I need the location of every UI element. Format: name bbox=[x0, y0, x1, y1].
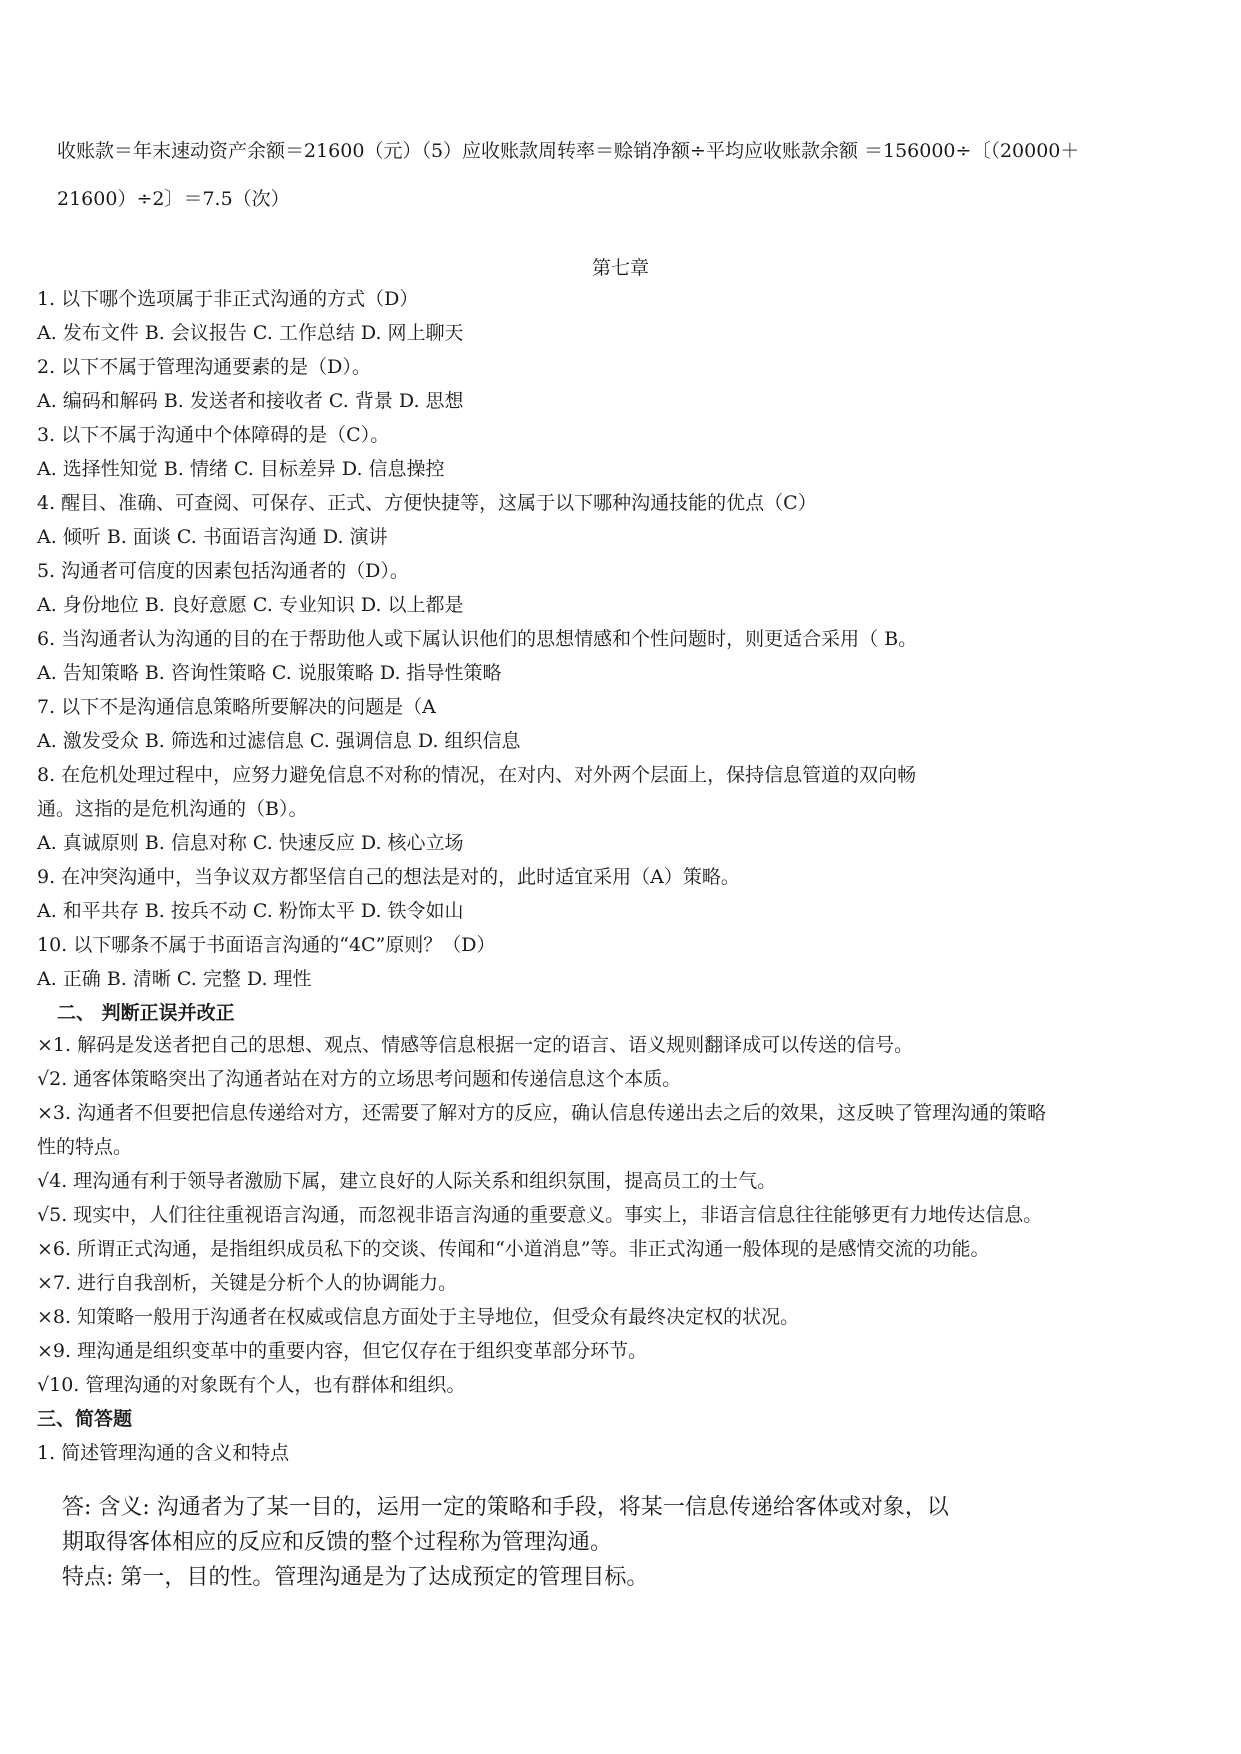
tf-line: √10. 管理沟通的对象既有个人，也有群体和组织。 bbox=[37, 1374, 466, 1396]
mc-line: 5. 沟通者可信度的因素包括沟通者的（D）。 bbox=[37, 560, 409, 582]
mc-line: 4. 醒目、准确、可查阅、可保存、正式、方便快捷等，这属于以下哪种沟通技能的优点（C） bbox=[37, 492, 817, 514]
mc-line: A. 真诚原则 B. 信息对称 C. 快速反应 D. 核心立场 bbox=[37, 832, 464, 854]
tf-line: ×8. 知策略一般用于沟通者在权威或信息方面处于主导地位，但受众有最终决定权的状况。 bbox=[37, 1306, 800, 1328]
section-heading-true-false: 二、 判断正误并改正 bbox=[57, 1002, 235, 1024]
answer-line: 答: 含义: 沟通者为了某一目的，运用一定的策略和手段，将某一信息传递给客体或对象，以 bbox=[62, 1495, 949, 1520]
mc-line: 9. 在冲突沟通中，当争议双方都坚信自己的想法是对的，此时适宜采用（A）策略。 bbox=[37, 866, 740, 888]
mc-line: A. 选择性知觉 B. 情绪 C. 目标差异 D. 信息操控 bbox=[37, 458, 445, 480]
mc-line: 3. 以下不属于沟通中个体障碍的是（C）。 bbox=[37, 424, 390, 446]
chapter-title: 第七章 bbox=[591, 257, 649, 279]
mc-line: A. 发布文件 B. 会议报告 C. 工作总结 D. 网上聊天 bbox=[37, 322, 464, 344]
mc-line: 6. 当沟通者认为沟通的目的在于帮助他人或下属认识他们的思想情感和个性问题时，则更适合采用（ B。 bbox=[37, 628, 918, 650]
mc-line: A. 告知策略 B. 咨询性策略 C. 说服策略 D. 指导性策略 bbox=[37, 662, 502, 684]
tf-line: ×6. 所谓正式沟通，是指组织成员私下的交谈、传闻和“小道消息”等。非正式沟通一般体现的是感情交流的功能。 bbox=[37, 1238, 990, 1260]
intro-line-1: 收账款＝年末速动资产余额＝21600（元）（5）应收账款周转率＝赊销净额÷平均应收账款余额 ＝156000÷〔（20000＋ bbox=[57, 140, 1080, 162]
answer-line: 期取得客体相应的反应和反馈的整个过程称为管理沟通。 bbox=[62, 1530, 613, 1555]
section-heading-short-answer: 三、简答题 bbox=[37, 1408, 133, 1430]
mc-line: A. 身份地位 B. 良好意愿 C. 专业知识 D. 以上都是 bbox=[37, 594, 464, 616]
mc-line: 10. 以下哪条不属于书面语言沟通的“4C”原则？（D） bbox=[37, 934, 496, 956]
tf-line: √5. 现实中，人们往往重视语言沟通，而忽视非语言沟通的重要意义。事实上，非语言信息往往能够更有力地传达信息。 bbox=[37, 1204, 1043, 1226]
answer-line: 特点: 第一，目的性。管理沟通是为了达成预定的管理目标。 bbox=[62, 1565, 649, 1590]
mc-line: 通。这指的是危机沟通的（B）。 bbox=[37, 798, 308, 820]
mc-line: A. 倾听 B. 面谈 C. 书面语言沟通 D. 演讲 bbox=[37, 526, 388, 548]
tf-line: 性的特点。 bbox=[37, 1136, 133, 1158]
mc-line: 1. 以下哪个选项属于非正式沟通的方式（D） bbox=[37, 288, 419, 310]
tf-line: √4. 理沟通有利于领导者激励下属，建立良好的人际关系和组织氛围，提高员工的士气。 bbox=[37, 1170, 777, 1192]
mc-line: 8. 在危机处理过程中，应努力避免信息不对称的情况，在对内、对外两个层面上，保持信息管道的双向畅 bbox=[37, 764, 917, 786]
tf-line: ×3. 沟通者不但要把信息传递给对方，还需要了解对方的反应，确认信息传递出去之后的效果，这反映了管理沟通的策略 bbox=[37, 1102, 1047, 1124]
tf-line: √2. 通客体策略突出了沟通者站在对方的立场思考问题和传递信息这个本质。 bbox=[37, 1068, 682, 1090]
mc-line: A. 和平共存 B. 按兵不动 C. 粉饰太平 D. 铁令如山 bbox=[37, 900, 464, 922]
mc-line: A. 正确 B. 清晰 C. 完整 D. 理性 bbox=[37, 968, 312, 990]
tf-line: ×1. 解码是发送者把自己的思想、观点、情感等信息根据一定的语言、语义规则翻译成可以传送的信号。 bbox=[37, 1034, 914, 1056]
tf-line: ×7. 进行自我剖析，关键是分析个人的协调能力。 bbox=[37, 1272, 458, 1294]
mc-line: A. 编码和解码 B. 发送者和接收者 C. 背景 D. 思想 bbox=[37, 390, 464, 412]
mc-line: 7. 以下不是沟通信息策略所要解决的问题是（A bbox=[37, 696, 436, 718]
mc-line: 2. 以下不属于管理沟通要素的是（D）。 bbox=[37, 356, 371, 378]
question-1: 1. 简述管理沟通的含义和特点 bbox=[37, 1442, 290, 1464]
mc-line: A. 激发受众 B. 筛选和过滤信息 C. 强调信息 D. 组织信息 bbox=[37, 730, 521, 752]
intro-line-2: 21600）÷2〕＝7.5（次） bbox=[57, 188, 290, 210]
tf-line: ×9. 理沟通是组织变革中的重要内容，但它仅存在于组织变革部分环节。 bbox=[37, 1340, 648, 1362]
